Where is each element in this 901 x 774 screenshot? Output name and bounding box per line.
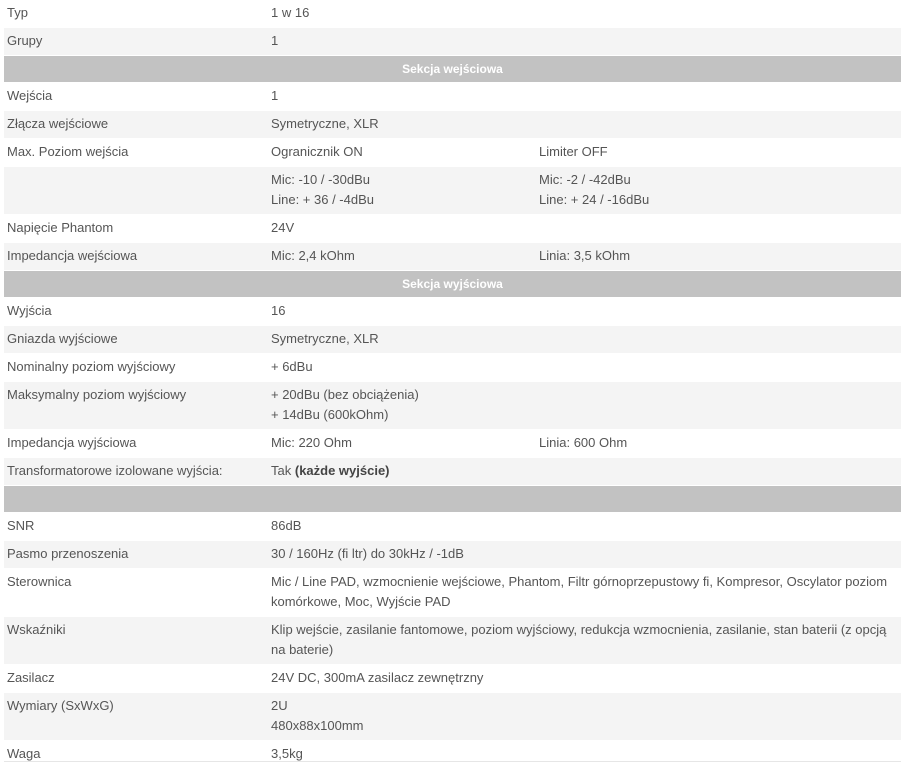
row-label: Złącza wejściowe	[7, 116, 109, 131]
value-line: Line: + 36 / -4dBu	[271, 192, 374, 207]
row-value-1	[268, 167, 536, 214]
row-value: Mic / Line PAD, wzmocnienie wejściowe, Phantom, Filtr górnoprzepustowy fi, Kompresor, Oscylator poziom komórkowe, Moc, Wyjście PAD	[271, 574, 888, 609]
row-label: Impedancja wejściowa	[7, 248, 138, 263]
table-row-typ	[4, 0, 901, 28]
row-value-1: Ogranicznik ON	[271, 144, 363, 159]
table-row-max-poziom-detail	[4, 167, 901, 215]
row-label: Typ	[7, 5, 28, 20]
row-value: 24V	[271, 220, 295, 235]
row-value-2: Limiter OFF	[539, 144, 608, 159]
section-header-input: Sekcja wejściowa	[4, 56, 901, 83]
value-line: 2U	[271, 698, 288, 713]
row-label: Sterownica	[7, 574, 72, 589]
row-label: Transformatorowe izolowane wyjścia:	[7, 463, 223, 478]
row-label: Wyjścia	[7, 303, 52, 318]
table-row-nominalny	[4, 354, 901, 382]
table-row-max-poziom	[4, 139, 901, 167]
table-row-wymiary	[4, 693, 901, 741]
value-bold: (każde wyjście)	[294, 463, 390, 478]
spec-table	[4, 0, 901, 769]
table-row-sterownica	[4, 569, 901, 617]
table-row-zasilacz	[4, 665, 901, 693]
value-line: + 14dBu (600kOhm)	[271, 407, 389, 422]
value-prefix: Tak	[271, 463, 292, 478]
table-row-impedancja-wy	[4, 430, 901, 458]
value-line: 480x88x100mm	[271, 718, 364, 733]
row-label-empty	[4, 167, 268, 214]
row-value: 1 w 16	[271, 5, 310, 20]
row-label: Max. Poziom wejścia	[7, 144, 129, 159]
row-label: Wejścia	[7, 88, 53, 103]
row-label: Nominalny poziom wyjściowy	[7, 359, 176, 374]
row-value-1: Mic: 2,4 kOhm	[271, 248, 355, 263]
table-row-maksymalny	[4, 382, 901, 430]
row-label: SNR	[7, 518, 35, 533]
row-value: 30 / 160Hz (fi ltr) do 30kHz / -1dB	[271, 546, 464, 561]
row-label: Pasmo przenoszenia	[7, 546, 129, 561]
table-row-phantom	[4, 215, 901, 243]
row-label: Grupy	[7, 33, 43, 48]
table-row-zlacza	[4, 111, 901, 139]
row-value	[268, 382, 901, 429]
row-value-2: Linia: 3,5 kOhm	[539, 248, 631, 263]
table-row-wejscia	[4, 83, 901, 111]
row-value: 3,5kg	[271, 746, 303, 761]
row-label: Impedancja wyjściowa	[7, 435, 137, 450]
row-value: + 6dBu	[271, 359, 313, 374]
table-row-wyjscia	[4, 298, 901, 326]
table-row-snr	[4, 513, 901, 541]
table-row-pasmo	[4, 541, 901, 569]
section-header-blank	[4, 486, 901, 513]
row-value: Symetryczne, XLR	[271, 116, 379, 131]
row-value-2	[536, 167, 901, 214]
row-label: Wymiary (SxWxG)	[7, 698, 114, 713]
value-line: Mic: -2 / -42dBu	[539, 172, 631, 187]
row-value: 16	[271, 303, 286, 318]
table-row-impedancja-we	[4, 243, 901, 271]
table-row-waga	[4, 741, 901, 769]
table-row-wskazniki	[4, 617, 901, 665]
bottom-divider	[4, 761, 901, 762]
table-row-grupy	[4, 28, 901, 56]
table-row-gniazda	[4, 326, 901, 354]
row-value	[268, 458, 901, 485]
row-value: Klip wejście, zasilanie fantomowe, poziom wyjściowy, redukcja wzmocnienia, zasilanie, stan baterii (z opcją na baterie)	[271, 622, 887, 657]
row-value-1: Mic: 220 Ohm	[271, 435, 352, 450]
value-line: Line: + 24 / -16dBu	[539, 192, 650, 207]
row-value-2: Linia: 600 Ohm	[539, 435, 628, 450]
row-value: 1	[271, 33, 279, 48]
row-label: Wskaźniki	[7, 622, 66, 637]
value-line: Mic: -10 / -30dBu	[271, 172, 370, 187]
section-header-output: Sekcja wyjściowa	[4, 271, 901, 298]
row-label: Napięcie Phantom	[7, 220, 114, 235]
row-value	[268, 693, 901, 740]
row-label: Gniazda wyjściowe	[7, 331, 118, 346]
row-label: Zasilacz	[7, 670, 55, 685]
row-value: 86dB	[271, 518, 302, 533]
table-row-transformatorowe	[4, 458, 901, 486]
row-label: Waga	[7, 746, 41, 761]
row-value: 1	[271, 88, 279, 103]
row-value: 24V DC, 300mA zasilacz zewnętrzny	[271, 670, 484, 685]
row-value: Symetryczne, XLR	[271, 331, 379, 346]
row-label: Maksymalny poziom wyjściowy	[7, 387, 187, 402]
value-line: + 20dBu (bez obciążenia)	[271, 387, 419, 402]
